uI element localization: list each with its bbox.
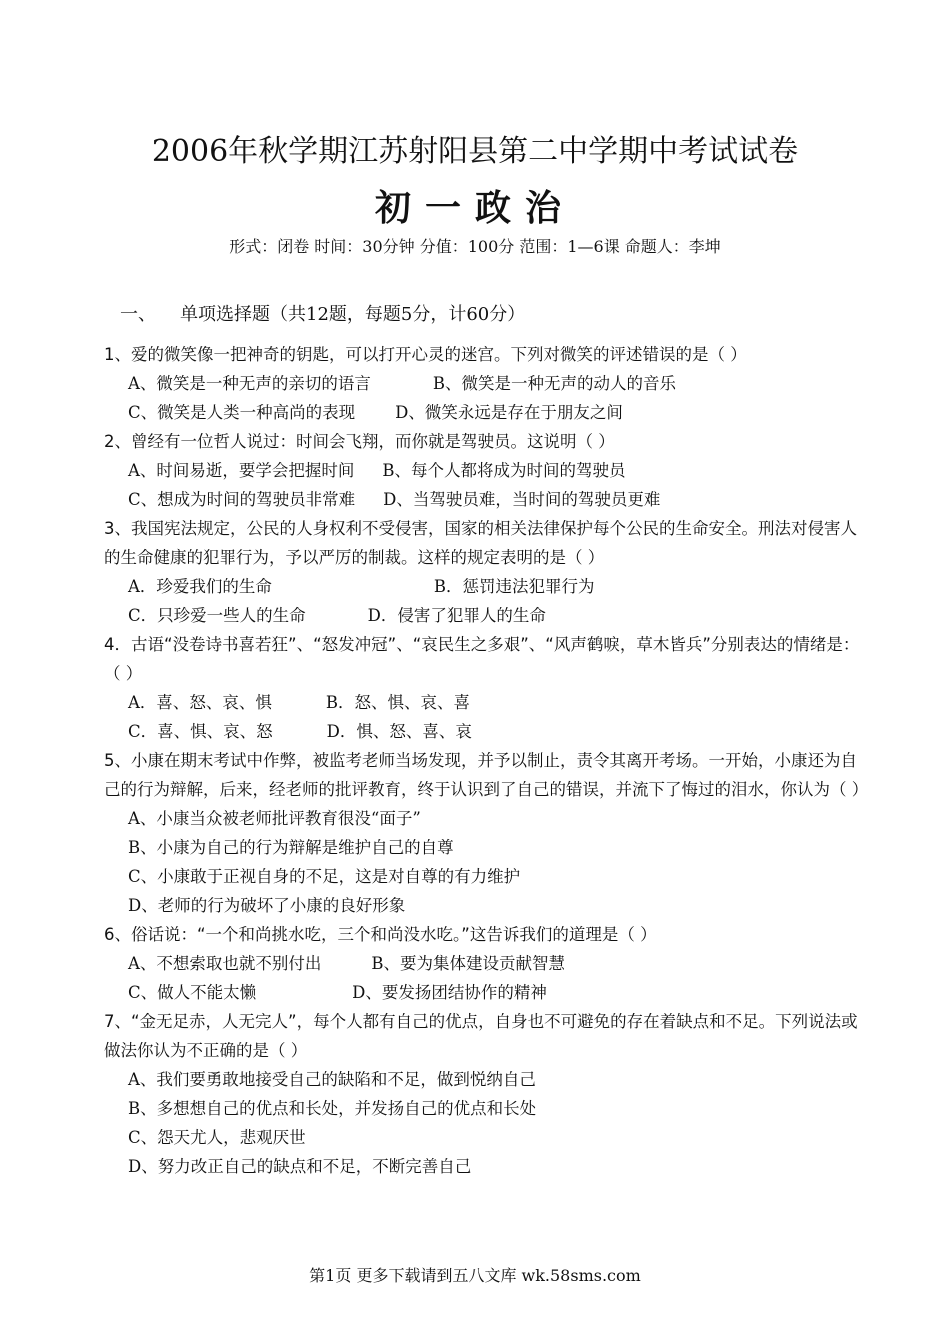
- options-row: [104, 398, 864, 427]
- page-footer: 第1页 更多下载请到五八文库 wk.58sms.com: [309, 1266, 641, 1285]
- option: A、不想索取也就不别付出: [128, 954, 322, 973]
- question-5: 5、小康在期末考试中作弊，被监考老师当场发现，并予以制止，责令其离开考场。一开始，小康还为自己的行为辩解，后来，经老师的批评教育，终于认识到了自己的错误，并流下了悔过的泪水，你认为（ ）: [104, 751, 869, 799]
- option: B．怒、惧、哀、喜: [325, 693, 471, 712]
- options-row: [104, 978, 864, 1007]
- option: A、时间易逝，要学会把握时间: [128, 461, 355, 480]
- option: D、微笑永远是存在于朋友之间: [395, 403, 623, 422]
- section-title: 单项选择题（共12题，每题5分，计60分）: [180, 304, 526, 325]
- options-row: [104, 949, 864, 978]
- option: B、微笑是一种无声的动人的音乐: [432, 374, 677, 393]
- option: A．喜、怒、哀、惧: [128, 693, 272, 712]
- question-4: 4．古语“没卷诗书喜若狂”、“怒发冲冠”、“哀民生之多艰”、“风声鹤唳，草木皆兵”分别表达的情绪是：（ ）: [104, 635, 860, 683]
- option: B、每个人都将成为时间的驾驶员: [382, 461, 626, 480]
- exam-title: 2006年秋学期江苏射阳县第二中学期中考试试卷: [151, 134, 799, 169]
- question-3: 3、我国宪法规定，公民的人身权利不受侵害，国家的相关法律保护每个公民的生命安全。刑法对侵害人的生命健康的犯罪行为，予以严厉的制裁。这样的规定表明的是（ ）: [104, 519, 857, 567]
- option: D、当驾驶员难，当时间的驾驶员更难: [383, 490, 661, 509]
- question-list: [104, 340, 869, 1181]
- option: C、小康敢于正视自身的不足，这是对自尊的有力维护: [128, 867, 521, 886]
- option: B、多想想自己的优点和长处，并发扬自己的优点和长处: [128, 1099, 537, 1118]
- options-row: [104, 717, 864, 746]
- option: A、小康当众被老师批评教育很没“面子”: [128, 809, 421, 828]
- question-6: 6、俗话说：“一个和尚挑水吃，三个和尚没水吃。”这告诉我们的道理是（ ）: [104, 925, 657, 944]
- option: A、我们要勇敢地接受自己的缺陷和不足，做到悦纳自己: [128, 1070, 536, 1089]
- options-row: [104, 688, 864, 717]
- options-row: [104, 369, 864, 398]
- option: A．珍爱我们的生命: [128, 577, 272, 596]
- question-1: 1、爱的微笑像一把神奇的钥匙，可以打开心灵的迷宫。下列对微笑的评述错误的是（ ）: [104, 345, 747, 364]
- option: C、微笑是人类一种高尚的表现: [128, 403, 356, 422]
- option: A、微笑是一种无声的亲切的语言: [128, 374, 371, 393]
- options-row: [104, 485, 864, 514]
- option: D、努力改正自己的缺点和不足，不断完善自己: [128, 1157, 472, 1176]
- options-row: [104, 601, 864, 630]
- option: D．侵害了犯罪人的生命: [367, 606, 546, 625]
- option: B、要为集体建设贡献智慧: [371, 954, 566, 973]
- option: C、想成为时间的驾驶员非常难: [128, 490, 356, 509]
- option: B．惩罚违法犯罪行为: [433, 577, 595, 596]
- section-heading: [120, 300, 525, 326]
- question-7: 7、“金无足赤，人无完人”，每个人都有自己的优点，自身也不可避免的存在着缺点和不足。下列说法或做法你认为不正确的是（ ）: [104, 1012, 858, 1060]
- question-2: 2、曾经有一位哲人说过：时间会飞翔，而你就是驾驶员。这说明（ ）: [104, 432, 615, 451]
- option: C、做人不能太懒: [128, 983, 257, 1002]
- option: C．喜、惧、哀、怒: [128, 722, 273, 741]
- option: B、小康为自己的行为辩解是维护自己的自尊: [128, 838, 454, 857]
- options-row: [104, 456, 864, 485]
- option: D、老师的行为破坏了小康的良好形象: [128, 896, 406, 915]
- option: D、要发扬团结协作的精神: [352, 983, 547, 1002]
- option: C．只珍爱一些人的生命: [128, 606, 306, 625]
- option: D．惧、怒、喜、哀: [326, 722, 472, 741]
- exam-meta: 形式：闭卷 时间：30分钟 分值：100分 范围：1—6课 命题人：李坤: [229, 237, 721, 256]
- options-row: [104, 572, 864, 601]
- exam-subject: 初一政治: [374, 187, 575, 229]
- section-number: 一、: [120, 304, 156, 325]
- option: C、怨天尤人，悲观厌世: [128, 1128, 306, 1147]
